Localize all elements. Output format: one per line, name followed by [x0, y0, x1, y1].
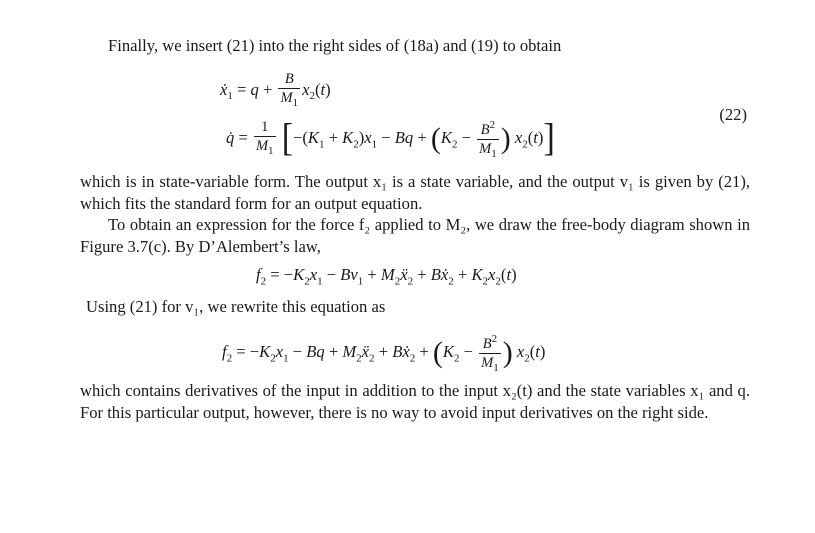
equation-force-rewritten: $f_2 = -K_2x_1 - Bq$ + $M_2ẍ_2$ + Bẋ$_2$ + ($K_2$ − $\frac{B^2}{M_1}$ ) $x_2(t)$	[222, 330, 545, 377]
paragraph-conclusion: which contains derivatives of the input in addition to the input x₂(t) and the state variables x₁ and q. For this particular output, however, there is no way to avoid input derivatives on the right side.	[80, 381, 750, 422]
equation-force: $f_2 = -K_2x_1 - Bv_1$ + $M_2ẍ_2$ + Bẋ$_2$ + $K_2x_2(t)$	[256, 265, 517, 288]
paragraph-using-21: Using (21) for v₁, we rewrite this equation as	[86, 297, 386, 316]
equation-22-line2: q̇ = $\frac{1}{M_1}$ [$-(K_1 + K_2)x_1 - Bq + (K_2$ − $\frac{B^2}{M_1}$ ) $x_2(t)$]	[226, 117, 555, 161]
equation-number-22: (22)	[719, 105, 747, 124]
equation-22-line1: ẋ$_1$ = q + $\frac{B}{M_1}$ $x_2(t)$	[220, 71, 331, 109]
paragraph-free-body: To obtain an expression for the force f₂ applied to M₂, we draw the free-body diagram shown in Figure 3.7(c). By D’Alembert’s law,	[80, 215, 750, 256]
paragraph-state-variable-form: which is in state-variable form. The output x₁ is a state variable, and the output v₁ is given by (21), which fits the standard form for an output equation.	[80, 172, 750, 213]
paragraph-intro: Finally, we insert (21) into the right sides of (18a) and (19) to obtain	[108, 36, 562, 55]
